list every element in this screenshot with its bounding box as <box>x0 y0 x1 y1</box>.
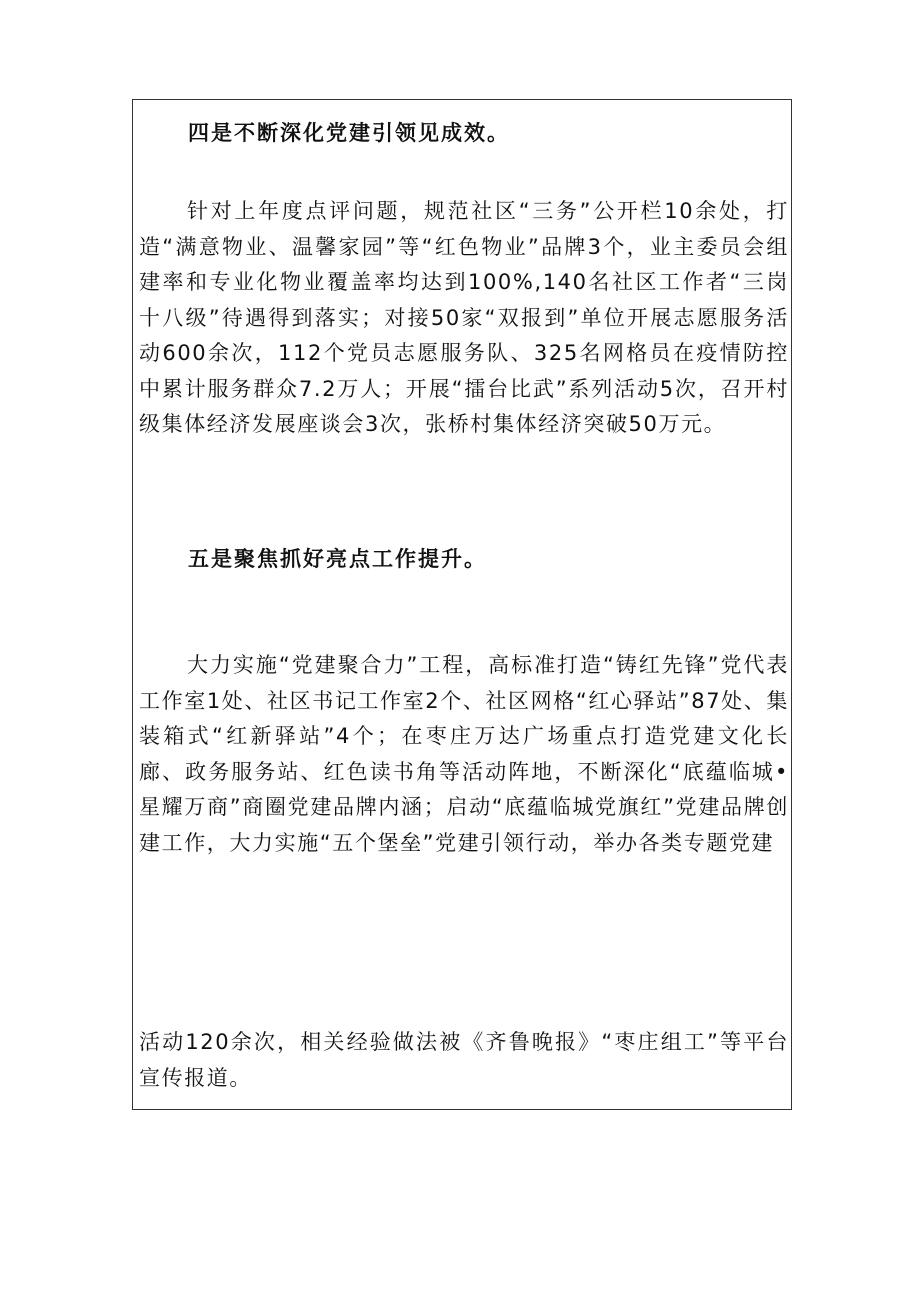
section-paragraph-5: 大力实施“党建聚合力”工程，高标准打造“铸红先锋”党代表工作室1处、社区书记工作室2个、社区网格“红心驿站”87处、集装箱式“红新驿站”4个；在枣庄万达广场重点打造党建文化长廊、政务服务站、红色读书角等活动阵地，不断深化“底蕴临城•星耀万商”商圈党建品牌内涵；启动“底蕴临城党旗红”党建品牌创建工作，大力实施“五个堡垒”党建引领行动，举办各类专题党建 <box>139 653 789 855</box>
section-paragraph-5-continued: 活动120余次，相关经验做法被《齐鲁晚报》“枣庄组工”等平台宣传报道。 <box>139 1030 789 1090</box>
section-heading-5: 五是聚焦抓好亮点工作提升。 <box>188 547 487 571</box>
document-table-frame <box>132 99 792 1110</box>
section-paragraph-4: 针对上年度点评问题，规范社区“三务”公开栏10余处，打造“满意物业、温馨家园”等“红色物业”品牌3个，业主委员会组建率和专业化物业覆盖率均达到100%,140名社区工作者“三岗十八级”待遇得到落实；对接50家“双报到”单位开展志愿服务活动600余次，112个党员志愿服务队、325名网格员在疫情防控中累计服务群众7.2万人；开展“擂台比武”系列活动5次，召开村级集体经济发展座谈会3次，张桥村集体经济突破50万元。 <box>139 199 789 436</box>
section-heading-4: 四是不断深化党建引领见成效。 <box>188 121 510 145</box>
